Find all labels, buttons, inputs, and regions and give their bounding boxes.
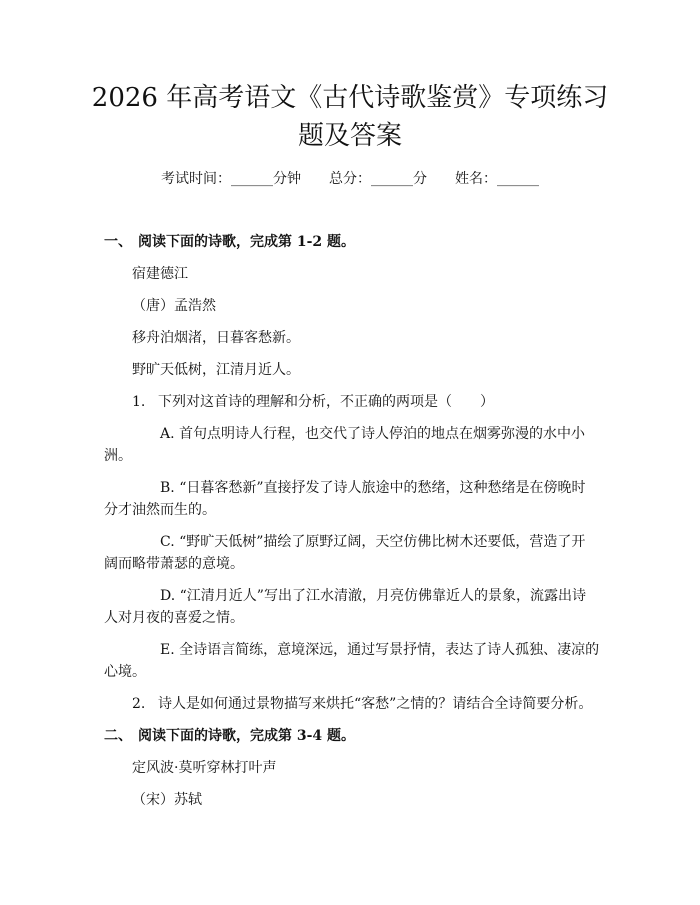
option-e-line-2: 心境。 bbox=[104, 664, 146, 680]
section-2-instruction: 阅读下面的诗歌，完成第 3-4 题。 bbox=[138, 728, 356, 744]
poem-2-author: （宋）苏轼 bbox=[132, 792, 202, 808]
option-d-line-1: D. “江清月近人”写出了江水清澈，月亮仿佛靠近人的景象，流露出诗 bbox=[160, 588, 586, 604]
document-title-line-2: 题及答案 bbox=[297, 121, 402, 151]
poem-1-author: （唐）孟浩然 bbox=[132, 298, 216, 314]
option-b-line-1: B. “日暮客愁新”直接抒发了诗人旅途中的愁绪，这种愁绪是在傍晚时 bbox=[160, 480, 586, 496]
poem-1-line-2: 野旷天低树，江清月近人。 bbox=[132, 362, 300, 378]
question-1 bbox=[132, 393, 494, 411]
question-2 bbox=[132, 695, 592, 713]
option-e-line-1: E. 全诗语言简练，意境深远，通过写景抒情，表达了诗人孤独、凄凉的 bbox=[160, 642, 600, 658]
section-2-number: 二、 bbox=[104, 728, 132, 744]
student-name-label: 姓名：______ bbox=[455, 171, 539, 187]
question-2-number: 2. bbox=[132, 696, 146, 712]
question-1-number: 1. bbox=[132, 394, 146, 410]
option-c-line-1: C. “野旷天低树”描绘了原野辽阔，天空仿佛比树木还要低，营造了开 bbox=[160, 534, 586, 550]
option-d-line-2: 人对月夜的喜爱之情。 bbox=[104, 610, 244, 626]
document-title-line-1: 2026 年高考语文《古代诗歌鉴赏》专项练习 bbox=[91, 83, 609, 113]
poem-1-title: 宿建德江 bbox=[132, 266, 188, 282]
option-c-line-2: 阔而略带萧瑟的意境。 bbox=[104, 556, 244, 572]
poem-2-title: 定风波·莫听穿林打叶声 bbox=[132, 760, 277, 776]
total-score-label: 总分：______分 bbox=[329, 171, 427, 187]
option-b-line-2: 分才油然而生的。 bbox=[104, 502, 216, 518]
section-2-heading bbox=[104, 727, 355, 745]
exam-meta-row bbox=[0, 170, 700, 188]
section-1-instruction: 阅读下面的诗歌，完成第 1-2 题。 bbox=[138, 234, 356, 250]
question-2-text: 诗人是如何通过景物描写来烘托“客愁”之情的？请结合全诗简要分析。 bbox=[158, 696, 593, 712]
section-1-number: 一、 bbox=[104, 234, 132, 250]
option-a-line-2: 洲。 bbox=[104, 448, 132, 464]
section-1-heading bbox=[104, 233, 355, 251]
option-a-line-1: A. 首句点明诗人行程，也交代了诗人停泊的地点在烟雾弥漫的水中小 bbox=[160, 426, 586, 442]
question-1-text: 下列对这首诗的理解和分析，不正确的两项是（ ） bbox=[158, 394, 494, 410]
poem-1-line-1: 移舟泊烟渚，日暮客愁新。 bbox=[132, 330, 300, 346]
exam-time-label: 考试时间：______分钟 bbox=[161, 171, 301, 187]
